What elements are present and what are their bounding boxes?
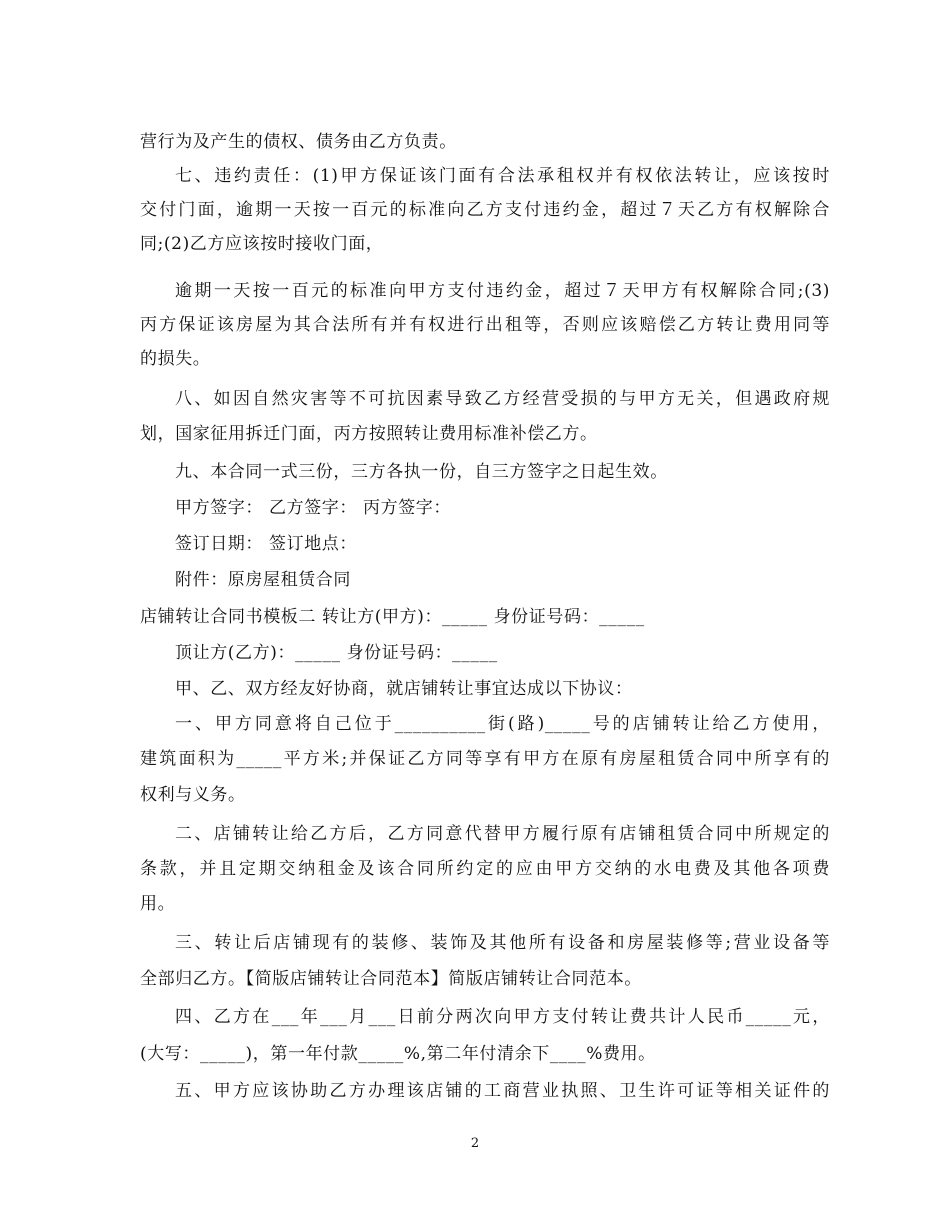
- text-line: 用。: [140, 894, 176, 914]
- text-line: 权利与义务。: [140, 785, 246, 805]
- text-line: 甲、乙、双方经友好协商，就店铺转让事宜达成以下协议：: [175, 679, 633, 699]
- text-line: 交付门面，逾期一天按一百元的标准向乙方支付违约金，超过７天乙方有权解除合: [140, 200, 830, 220]
- text-line: 的损失。: [140, 349, 211, 369]
- text-line: 五、甲方应该协助乙方办理该店铺的工商营业执照、卫生许可证等相关证件的: [175, 1081, 830, 1101]
- text-line: 四、乙方在___年___月___日前分两次向甲方支付转让费共计人民币_____元，: [175, 1007, 830, 1027]
- text-line: 顶让方(乙方)：_____ 身份证号码：_____: [175, 643, 498, 663]
- text-line: 同;(2)乙方应该按时接收门面，: [140, 234, 384, 254]
- text-line: 全部归乙方。【简版店铺转让合同范本】简版店铺转让合同范本。: [140, 969, 642, 989]
- text-line: 一、甲方同意将自己位于__________街(路)_____号的店铺转让给乙方使用，: [175, 714, 830, 734]
- text-line: 逾期一天按一百元的标准向甲方支付违约金，超过７天甲方有权解除合同;(3): [175, 281, 830, 301]
- text-line: 营行为及产生的债权、债务由乙方负责。: [140, 132, 457, 152]
- text-line: 二、店铺转让给乙方后，乙方同意代替甲方履行原有店铺租赁合同中所规定的: [175, 824, 830, 844]
- text-line: 建筑面积为_____平方米;并保证乙方同等享有甲方在原有房屋租赁合同中所享有的: [140, 749, 830, 769]
- text-line: 条款，并且定期交纳租金及该合同所约定的应由甲方交纳的水电费及其他各项费: [140, 859, 830, 879]
- text-line: 三、转让后店铺现有的装修、装饰及其他所有设备和房屋装修等;营业设备等: [175, 933, 830, 953]
- text-line: 七、违约责任：(1)甲方保证该门面有合法承租权并有权依法转让，应该按时: [175, 166, 830, 186]
- text-line: 九、本合同一式三份，三方各执一份，自三方签字之日起生效。: [175, 462, 668, 482]
- attachment-line: 附件：原房屋租赁合同: [175, 570, 351, 590]
- text-line: 划，国家征用拆迁门面，丙方按照转让费用标准补偿乙方。: [140, 424, 598, 444]
- date-place-line: 签订日期： 签订地点：: [175, 534, 358, 554]
- page-number: 2: [470, 1136, 480, 1151]
- text-line: 丙方保证该房屋为其合法所有并有权进行出租等，否则应该赔偿乙方转让费用同等: [140, 315, 830, 335]
- signature-line: 甲方签字： 乙方签字： 丙方签字：: [175, 498, 452, 518]
- text-line: (大写：_____)，第一年付款_____%,第二年付清余下____%费用。: [140, 1044, 656, 1064]
- text-line: 八、如因自然灾害等不可抗因素导致乙方经营受损的与甲方无关，但遇政府规: [175, 389, 830, 409]
- template-title-line: 店铺转让合同书模板二 转让方(甲方)：_____ 身份证号码：_____: [140, 607, 645, 627]
